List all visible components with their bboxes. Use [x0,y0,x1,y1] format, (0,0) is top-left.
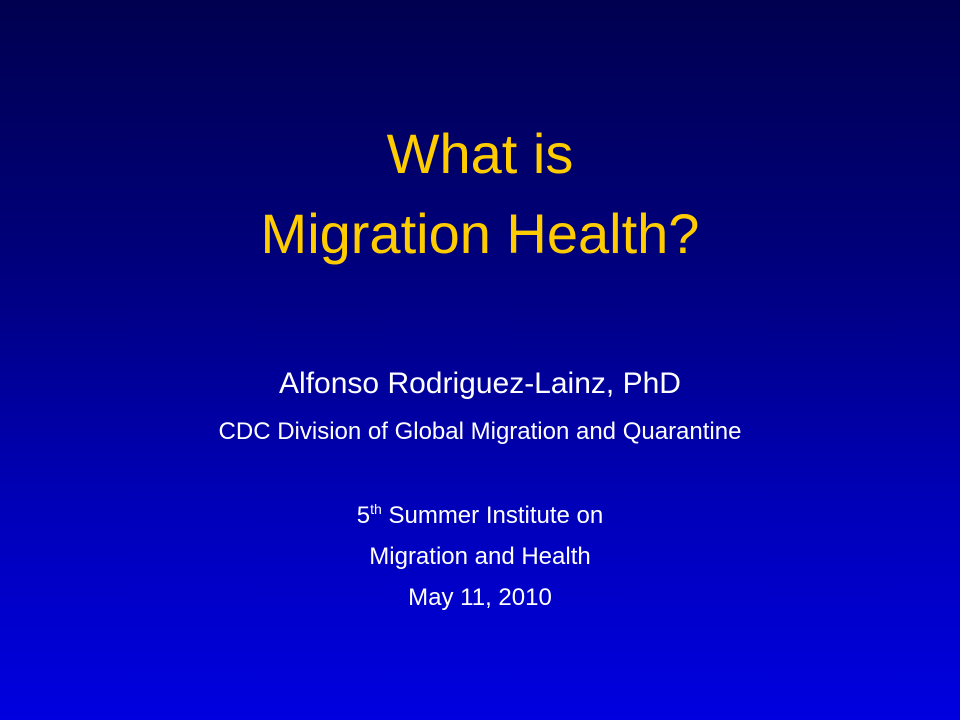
slide-title-line-1: What is [386,122,574,185]
event-ordinal-suffix: th [370,501,382,517]
event-name-rest: Summer Institute on [381,502,604,529]
event-ordinal-number: 5 [356,502,371,529]
event-date: May 11, 2010 [408,584,552,611]
author-name: Alfonso Rodriguez-Lainz, PhD [279,367,681,400]
event-name-line-1 [0,501,960,529]
slide-title-line-2: Migration Health? [260,202,700,265]
event-name-line-2: Migration and Health [369,543,591,570]
author-affiliation: CDC Division of Global Migration and Quarantine [218,418,742,445]
